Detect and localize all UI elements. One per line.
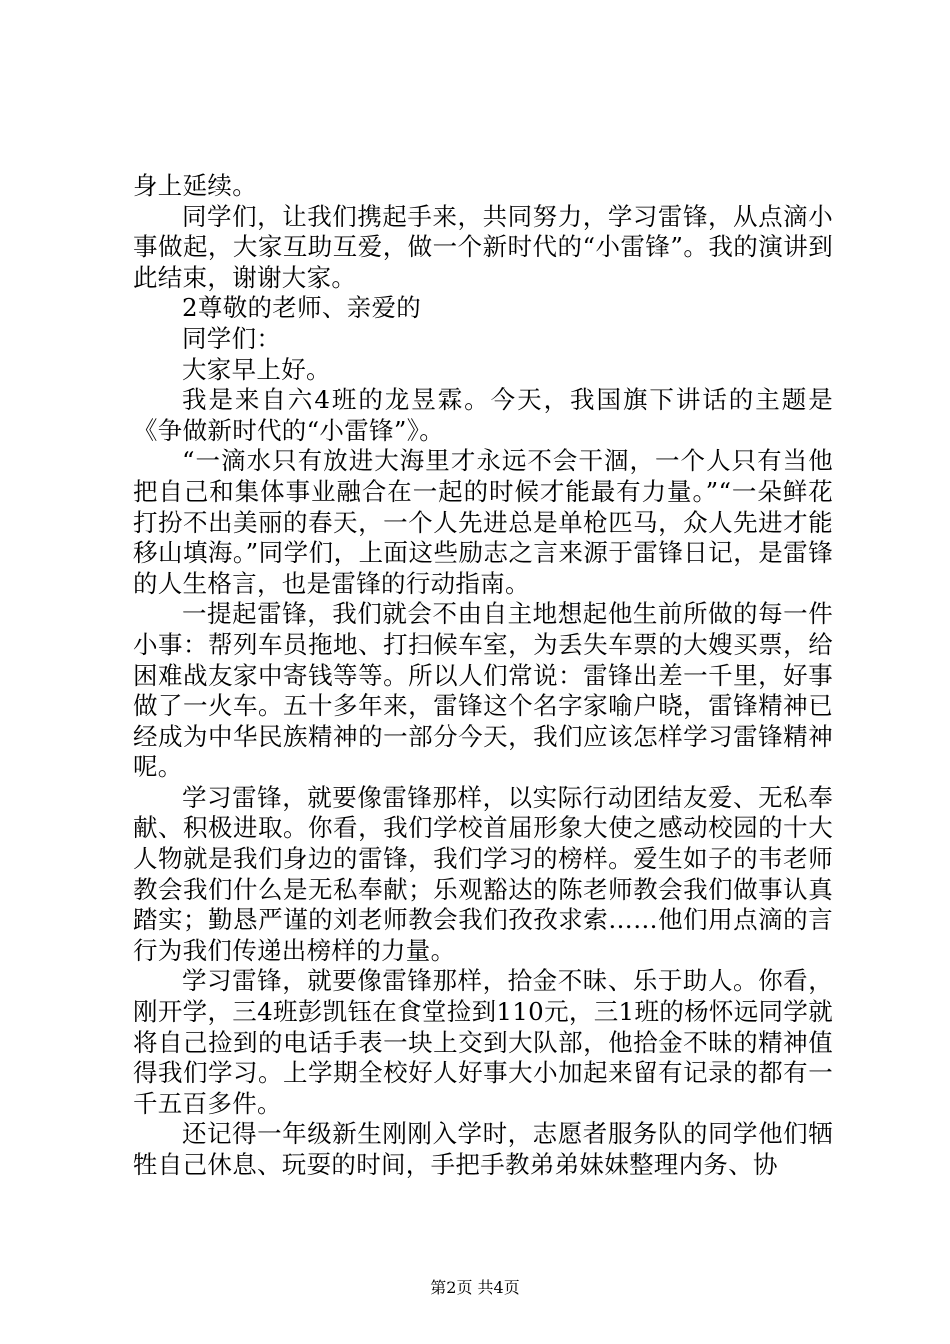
paragraph-salutation: 同学们： — [182, 323, 282, 353]
paragraph-deeds: 一提起雷锋，我们就会不由自主地想起他生前所做的每一件小事：帮列车员拖地、打扫候车室，为丢失车票的大嫂买票，给困难战友家中寄钱等等。所以人们常说：雷锋出差一千里，好事做了一火车。五十多年来，雷锋这个名字家喻户晓，雷锋精神已经成为中华民族精神的一部分今天，我们应该怎样学习雷锋精神呢。 — [133, 599, 833, 782]
paragraph-intro: 我是来自六4班的龙昱霖。今天，我国旗下讲话的主题是《争做新时代的“小雷锋”》。 — [133, 385, 833, 445]
paragraph-quote: “一滴水只有放进大海里才永远不会干涸，一个人只有当他把自己和集体事业融合在一起的时候才能最有力量。”“一朵鲜花打扮不出美丽的春天，一个人先进总是单枪匹马，众人先进才能移山填海。”同学们，上面这些励志之言来源于雷锋日记，是雷锋的人生格言，也是雷锋的行动指南。 — [133, 446, 833, 598]
paragraph-greeting: 大家早上好。 — [182, 354, 331, 384]
paragraph-continuation: 身上延续。 — [133, 171, 257, 200]
paragraph-heading: 2尊敬的老师、亲爱的 — [182, 293, 422, 323]
paragraph-learn-1: 学习雷锋，就要像雷锋那样，以实际行动团结友爱、无私奉献、积极进取。你看，我们学校首届形象大使之感动校园的十大人物就是我们身边的雷锋，我们学习的榜样。爱生如子的韦老师教会我们什么是无私奉献；乐观豁达的陈老师教会我们做事认真踏实；勤恳严谨的刘老师教会我们孜孜求索……他们用点滴的言行为我们传递出榜样的力量。 — [133, 782, 833, 965]
paragraph-learn-2: 学习雷锋，就要像雷锋那样，拾金不昧、乐于助人。你看，刚开学，三4班彭凯钰在食堂捡到110元，三1班的杨怀远同学就将自己捡到的电话手表一块上交到大队部，他拾金不昧的精神值得我们学习。上学期全校好人好事大小加起来留有记录的都有一千五百多件。 — [133, 966, 833, 1118]
body-text — [133, 171, 833, 1181]
paragraph-closing: 同学们，让我们携起手来，共同努力，学习雷锋，从点滴小事做起，大家互助互爱，做一个新时代的“小雷锋”。我的演讲到此结束，谢谢大家。 — [133, 201, 833, 292]
paragraph-volunteers: 还记得一年级新生刚刚入学时，志愿者服务队的同学他们牺牲自己休息、玩耍的时间，手把手教弟弟妹妹整理内务、协 — [133, 1119, 833, 1179]
page-footer: 第2页 共4页 — [430, 1278, 520, 1297]
